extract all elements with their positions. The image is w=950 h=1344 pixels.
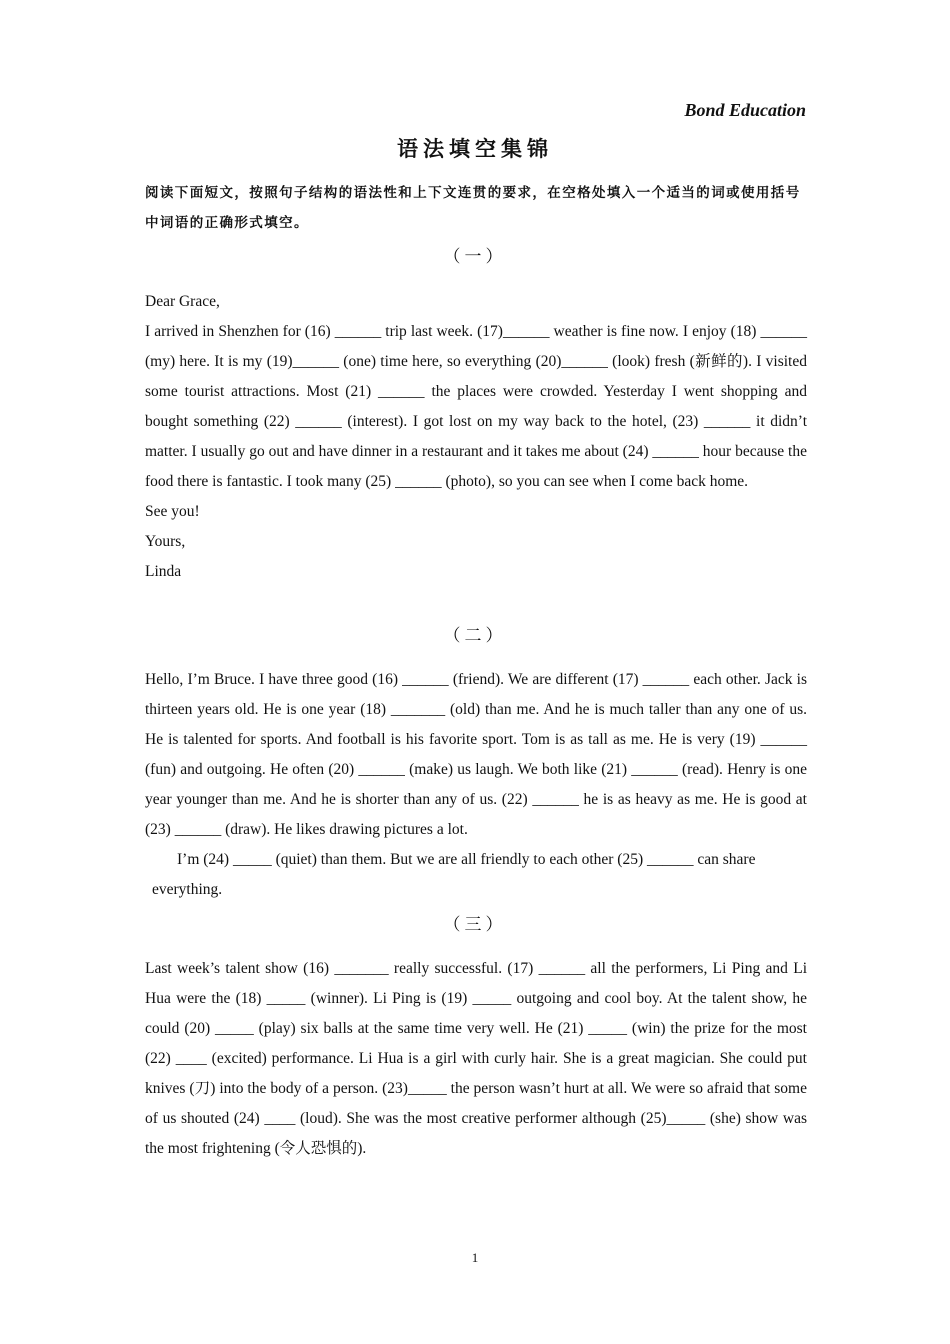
letter-greeting: Dear Grace, xyxy=(145,293,220,310)
section-3-paragraph: Last week’s talent show (16) _______ really successful. (17) ______ all the performers, Li Ping and Li Hua were the (18) _____ (winner). Li Ping is (19) _____ outgoing and cool boy. At the talent show, he could (20) _____ (play) six balls at the same time very well. He (21) _____ (win) the prize for the most (22) ____ (excited) performance. Li Hua is a girl with curly hair. She is a great magician. She could put knives (刀) into the body of a person. (23)_____ the person wasn’t hurt at all. We were so afraid that some of us shouted (24) ____ (loud). She was the most creative performer although (25)_____ (she) show was the most frightening (令人恐惧的). xyxy=(145,960,807,1157)
page-number: 1 xyxy=(471,1250,479,1265)
section-2-body xyxy=(145,665,807,905)
letter-signature: Linda xyxy=(145,563,182,580)
brand-header: Bond Education xyxy=(684,100,806,120)
section-2-paragraph-1: Hello, I’m Bruce. I have three good (16) ______ (friend). We are different (17) ______ each other. Jack is thirteen years old. He is one year (18) _______ (old) than me. And he is much taller than any one of us. He is talented for sports. And football is his favorite sport. Tom is as tall as me. He is very (19) ______ (fun) and outgoing. He often (20) ______ (make) us laugh. We both like (21) ______ (read). Henry is one year younger than me. And he is shorter than any of us. (22) ______ he is as heavy as me. He is good at (23) ______ (draw). He likes drawing pictures a lot. xyxy=(145,671,807,838)
section-2-paragraph-2-line-2: everything. xyxy=(152,881,223,898)
section-3-body xyxy=(145,954,807,1164)
section-2-paragraph-2-line-1: I’m (24) _____ (quiet) than them. But we are all friendly to each other (25) ______ can share xyxy=(177,851,756,868)
letter-closing: See you! xyxy=(145,503,200,520)
section-1-body xyxy=(145,287,807,587)
page-title: 语法填空集锦 xyxy=(397,137,553,161)
section-3-heading: （三） xyxy=(443,915,507,934)
instructions: 阅读下面短文，按照句子结构的语法性和上下文连贯的要求，在空格处填入一个适当的词或使用括号中词语的正确形式填空。 xyxy=(145,185,801,231)
section-2-heading: （二） xyxy=(443,626,507,645)
section-1-paragraph: I arrived in Shenzhen for (16) ______ trip last week. (17)______ weather is fine now. I enjoy (18) ______ (my) here. It is my (19)______ (one) time here, so everything (20)______ (look) fresh (新鲜的). I visited some tourist attractions. Most (21) ______ the places were crowded. Yesterday I went shopping and bought something (22) ______ (interest). I got lost on my way back to the hotel, (23) ______ it didn’t matter. I usually go out and have dinner in a restaurant and it takes me about (24) ______ hour because the food there is fantastic. I took many (25) ______ (photo), so you can see when I come back home. xyxy=(145,323,807,490)
section-1-heading: （一） xyxy=(443,247,507,266)
letter-valediction: Yours, xyxy=(145,533,186,550)
